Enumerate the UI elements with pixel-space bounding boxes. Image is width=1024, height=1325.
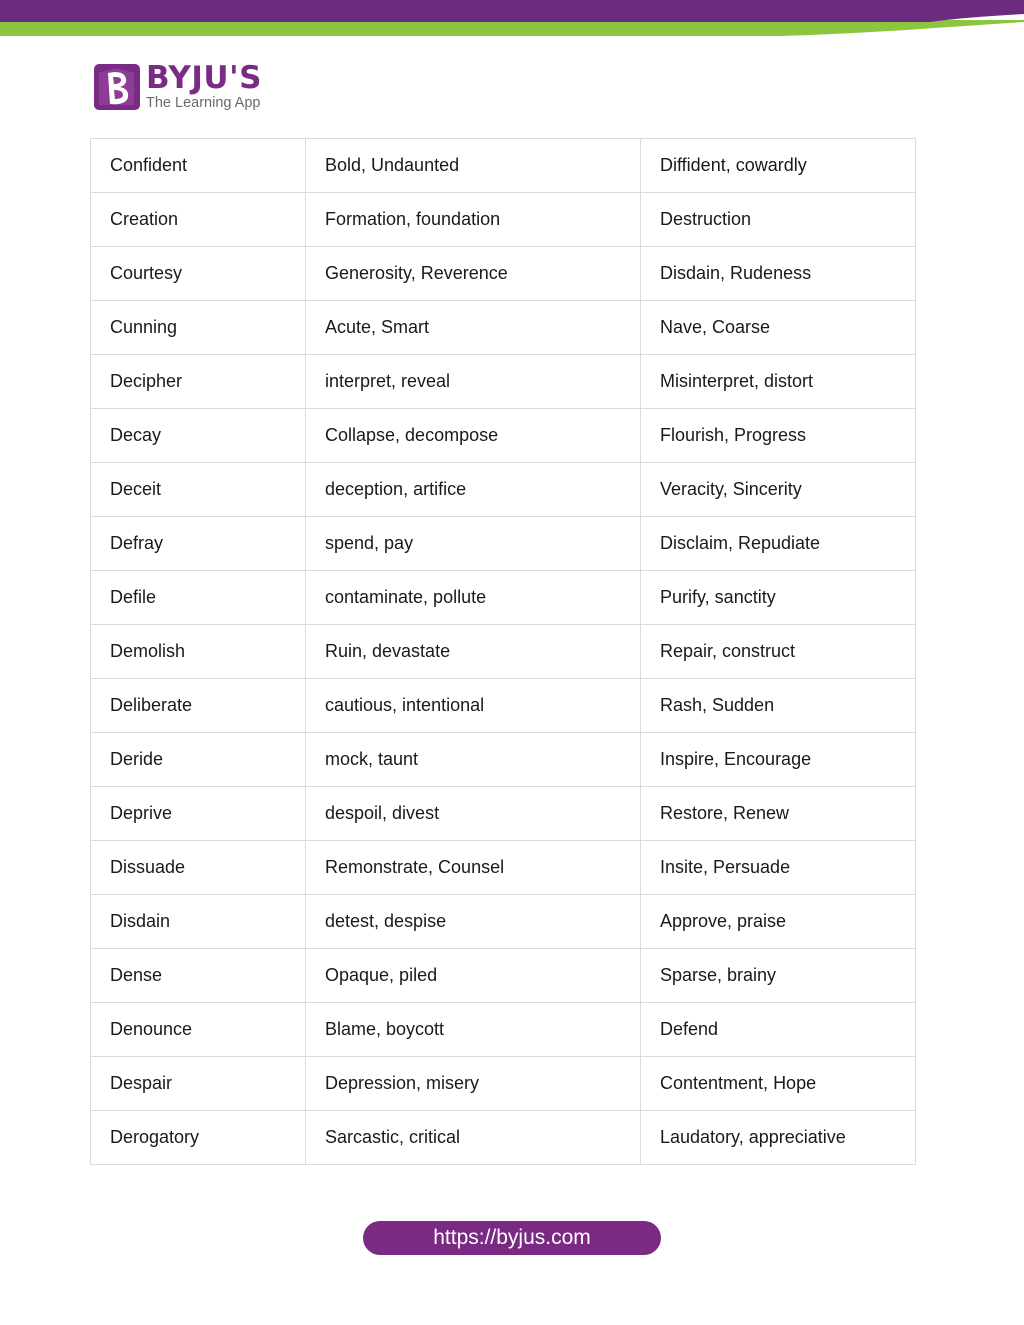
antonyms-cell: Veracity, Sincerity: [641, 463, 916, 517]
table-row: [91, 139, 916, 193]
synonyms-cell: contaminate, pollute: [306, 571, 641, 625]
table-row: [91, 1003, 916, 1057]
antonyms-cell: Diffident, cowardly: [641, 139, 916, 193]
table-row: [91, 625, 916, 679]
word-cell: Confident: [91, 139, 306, 193]
word-table-body: [91, 139, 916, 1165]
word-cell: Disdain: [91, 895, 306, 949]
word-cell: Creation: [91, 193, 306, 247]
table-row: [91, 787, 916, 841]
word-cell: Defray: [91, 517, 306, 571]
antonyms-cell: Sparse, brainy: [641, 949, 916, 1003]
antonyms-cell: Disclaim, Repudiate: [641, 517, 916, 571]
word-cell: Decipher: [91, 355, 306, 409]
synonyms-cell: Remonstrate, Counsel: [306, 841, 641, 895]
table-row: [91, 949, 916, 1003]
antonyms-cell: Rash, Sudden: [641, 679, 916, 733]
synonyms-cell: despoil, divest: [306, 787, 641, 841]
synonyms-cell: Depression, misery: [306, 1057, 641, 1111]
byjus-logo-mark-icon: [93, 63, 141, 111]
header-band-green: [0, 20, 1024, 36]
antonyms-cell: Contentment, Hope: [641, 1057, 916, 1111]
word-cell: Denounce: [91, 1003, 306, 1057]
synonyms-cell: Collapse, decompose: [306, 409, 641, 463]
table-row: [91, 517, 916, 571]
antonyms-cell: Destruction: [641, 193, 916, 247]
synonyms-cell: Opaque, piled: [306, 949, 641, 1003]
synonyms-cell: detest, despise: [306, 895, 641, 949]
table-row: [91, 1057, 916, 1111]
antonyms-cell: Restore, Renew: [641, 787, 916, 841]
table-row: [91, 733, 916, 787]
word-cell: Cunning: [91, 301, 306, 355]
table-row: [91, 463, 916, 517]
synonyms-cell: Ruin, devastate: [306, 625, 641, 679]
table-row: [91, 301, 916, 355]
word-cell: Defile: [91, 571, 306, 625]
word-cell: Despair: [91, 1057, 306, 1111]
table-row: [91, 409, 916, 463]
antonyms-cell: Laudatory, appreciative: [641, 1111, 916, 1165]
table-row: [91, 895, 916, 949]
antonyms-cell: Nave, Coarse: [641, 301, 916, 355]
synonyms-cell: Bold, Undaunted: [306, 139, 641, 193]
word-cell: Demolish: [91, 625, 306, 679]
synonyms-cell: Blame, boycott: [306, 1003, 641, 1057]
word-cell: Deliberate: [91, 679, 306, 733]
table-row: [91, 841, 916, 895]
antonyms-cell: Insite, Persuade: [641, 841, 916, 895]
word-cell: Deride: [91, 733, 306, 787]
antonyms-cell: Approve, praise: [641, 895, 916, 949]
word-cell: Decay: [91, 409, 306, 463]
table-row: [91, 193, 916, 247]
synonyms-cell: Sarcastic, critical: [306, 1111, 641, 1165]
synonyms-cell: Generosity, Reverence: [306, 247, 641, 301]
synonyms-cell: mock, taunt: [306, 733, 641, 787]
synonyms-cell: deception, artifice: [306, 463, 641, 517]
header-band-purple: [0, 0, 1024, 22]
antonyms-cell: Inspire, Encourage: [641, 733, 916, 787]
word-cell: Deprive: [91, 787, 306, 841]
word-cell: Dissuade: [91, 841, 306, 895]
synonyms-cell: Acute, Smart: [306, 301, 641, 355]
header-band: [0, 0, 1024, 40]
word-cell: Derogatory: [91, 1111, 306, 1165]
brand-name: BYJU'S: [146, 59, 262, 96]
word-cell: Deceit: [91, 463, 306, 517]
table-row: [91, 571, 916, 625]
word-table: [90, 138, 916, 1165]
synonyms-cell: spend, pay: [306, 517, 641, 571]
brand-tagline: The Learning App: [146, 94, 261, 111]
table-row: [91, 679, 916, 733]
synonyms-cell: cautious, intentional: [306, 679, 641, 733]
byjus-logo[interactable]: [93, 59, 262, 112]
antonyms-cell: Misinterpret, distort: [641, 355, 916, 409]
word-cell: Courtesy: [91, 247, 306, 301]
antonyms-cell: Flourish, Progress: [641, 409, 916, 463]
synonyms-cell: Formation, foundation: [306, 193, 641, 247]
word-cell: Dense: [91, 949, 306, 1003]
footer-url-link[interactable]: https://byjus.com: [363, 1221, 661, 1255]
antonyms-cell: Repair, construct: [641, 625, 916, 679]
table-row: [91, 355, 916, 409]
antonyms-cell: Disdain, Rudeness: [641, 247, 916, 301]
table-row: [91, 247, 916, 301]
antonyms-cell: Purify, sanctity: [641, 571, 916, 625]
synonyms-cell: interpret, reveal: [306, 355, 641, 409]
antonyms-cell: Defend: [641, 1003, 916, 1057]
table-row: [91, 1111, 916, 1165]
